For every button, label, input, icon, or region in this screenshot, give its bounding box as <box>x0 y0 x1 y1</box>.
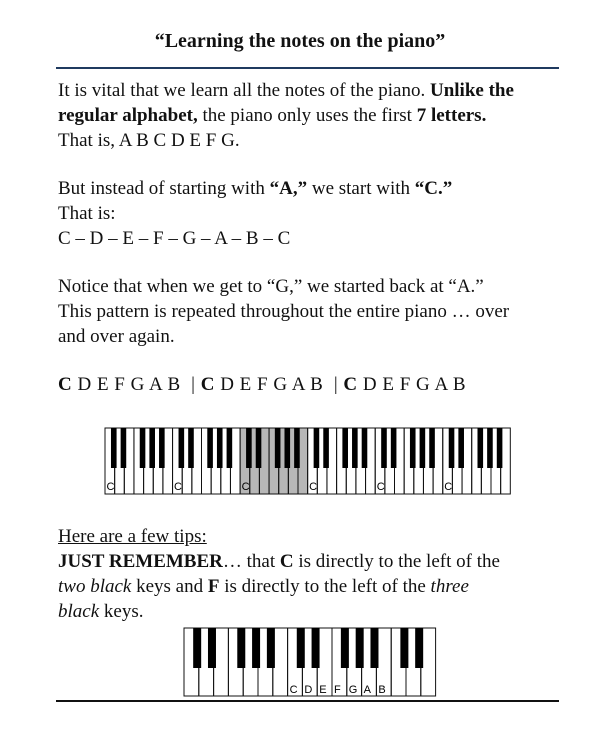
black-key <box>420 428 426 468</box>
black-key <box>179 428 185 468</box>
black-key <box>415 628 423 668</box>
key-label: A <box>363 684 371 696</box>
black-key <box>188 428 194 468</box>
key-label-c: C <box>309 481 318 493</box>
intro-text-2c: 7 letters. <box>416 105 487 126</box>
intro-text-1b: Unlike the <box>429 80 514 101</box>
intro-text-2b: the piano only uses the first <box>197 105 417 126</box>
notice-text-2: This pattern is repeated throughout the entire piano … over <box>58 301 510 322</box>
tips-paragraph <box>58 524 568 624</box>
black-key <box>341 628 349 668</box>
black-key <box>370 628 378 668</box>
start-text-2: That is: <box>58 203 116 224</box>
black-key <box>381 428 387 468</box>
scale-c-2: C <box>200 374 215 395</box>
key-label-c: C <box>241 481 250 493</box>
black-key <box>314 428 320 468</box>
scale-rest-2: D E F G A B | <box>214 374 339 395</box>
key-label: C <box>289 684 298 696</box>
scale-pattern <box>58 372 568 397</box>
black-key <box>237 628 245 668</box>
key-label-c: C <box>106 481 115 493</box>
black-key <box>252 628 260 668</box>
black-key <box>275 428 281 468</box>
black-key <box>342 428 348 468</box>
notice-paragraph <box>58 274 568 349</box>
tips-text-1b: … that <box>222 551 280 572</box>
key-label-c: C <box>444 481 453 493</box>
black-key <box>323 428 329 468</box>
black-key <box>458 428 464 468</box>
white-key <box>273 628 288 696</box>
tips-text-2a: two black <box>58 576 132 597</box>
black-key <box>352 428 358 468</box>
key-label-c: C <box>376 481 385 493</box>
key-label: F <box>334 684 341 696</box>
black-key <box>227 428 233 468</box>
black-key <box>140 428 146 468</box>
intro-text-1a: It is vital that we learn all the notes of the piano. <box>58 80 430 101</box>
black-key <box>207 428 213 468</box>
tips-text-3a: black <box>58 601 100 622</box>
scale-c-3: C <box>343 374 358 395</box>
tips-text-1d: is directly to the left of the <box>293 551 500 572</box>
black-key <box>297 628 305 668</box>
page-title: “Learning the notes on the piano” <box>154 30 446 52</box>
tips-text-2c: F <box>207 576 220 597</box>
tips-heading: Here are a few tips: <box>58 526 207 547</box>
black-key <box>449 428 455 468</box>
key-label-c: C <box>174 481 183 493</box>
black-key <box>294 428 300 468</box>
black-key <box>193 628 201 668</box>
black-key <box>111 428 117 468</box>
key-label: B <box>378 684 386 696</box>
black-key <box>256 428 262 468</box>
start-text-1a: But instead of starting with <box>58 178 270 199</box>
intro-paragraph <box>58 78 568 153</box>
scale-rest-1: D E F G A B | <box>72 374 196 395</box>
start-text-1d: “C.” <box>414 178 453 199</box>
black-key <box>362 428 368 468</box>
black-key <box>208 628 216 668</box>
note-sequence: C – D – E – F – G – A – B – C <box>58 228 291 249</box>
black-key <box>497 428 503 468</box>
key-label: D <box>304 684 313 696</box>
scale-c-1: C <box>58 374 73 395</box>
tips-text-1c: C <box>279 551 294 572</box>
black-key <box>356 628 364 668</box>
intro-text-2a: regular alphabet, <box>58 105 198 126</box>
notice-text-1: Notice that when we get to “G,” we started back at “A.” <box>58 276 484 297</box>
tips-text-2b: keys and <box>131 576 208 597</box>
notice-text-3: and over again. <box>58 326 175 347</box>
title-divider <box>56 67 559 69</box>
black-key <box>410 428 416 468</box>
tips-text-1a: JUST REMEMBER <box>58 551 223 572</box>
black-key <box>477 428 483 468</box>
piano-keyboard-octaves <box>102 425 514 497</box>
black-key <box>487 428 493 468</box>
black-key <box>267 628 275 668</box>
bottom-divider <box>56 700 559 702</box>
black-key <box>429 428 435 468</box>
black-key <box>121 428 127 468</box>
tips-text-2d: is directly to the left of the <box>219 576 431 597</box>
intro-text-3: That is, A B C D E F G. <box>58 130 240 151</box>
black-key <box>246 428 252 468</box>
start-text-1c: we start with <box>307 178 415 199</box>
black-key <box>400 628 408 668</box>
key-label: E <box>319 684 327 696</box>
black-key <box>284 428 290 468</box>
black-key <box>312 628 320 668</box>
black-key <box>159 428 165 468</box>
tips-text-3b: keys. <box>99 601 144 622</box>
key-label: G <box>348 684 358 696</box>
tips-text-2e: three <box>430 576 469 597</box>
scale-rest-3: D E F G A B <box>357 374 467 395</box>
black-key <box>391 428 397 468</box>
black-key <box>149 428 155 468</box>
piano-keyboard-labeled <box>181 625 439 699</box>
start-paragraph <box>58 176 568 251</box>
black-key <box>217 428 223 468</box>
start-text-1b: “A,” <box>269 178 308 199</box>
